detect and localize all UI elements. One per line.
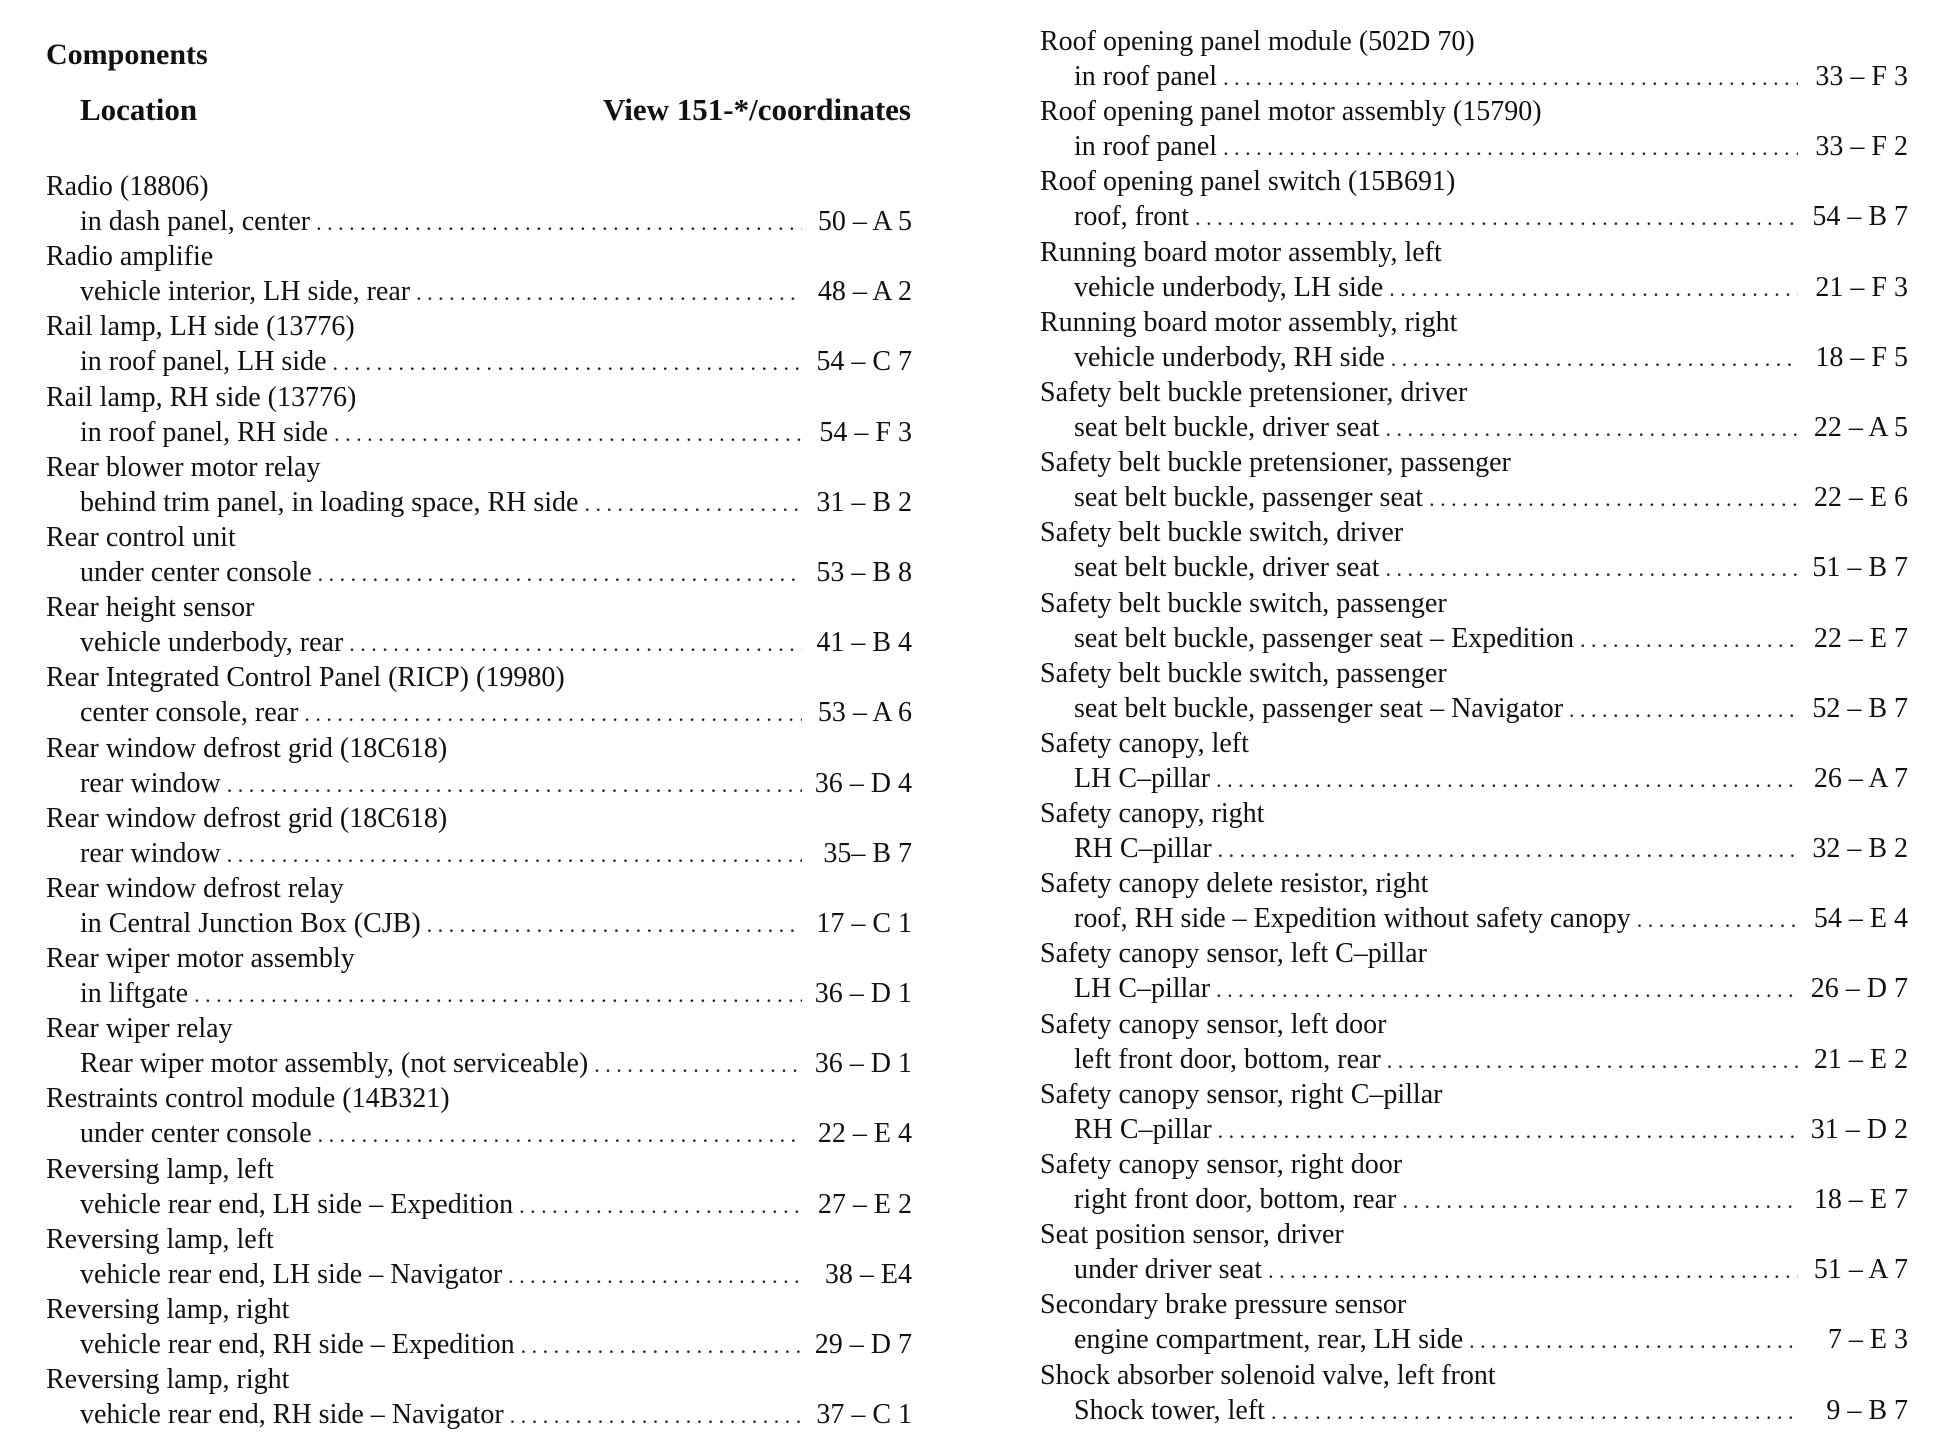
entry-detail-row — [46, 976, 912, 1011]
component-location: RH C–pillar — [1074, 1113, 1212, 1145]
component-location: vehicle underbody, rear — [80, 627, 344, 659]
component-name: Rear window defrost grid (18C618) — [46, 802, 448, 834]
component-location: RH C–pillar — [1074, 833, 1212, 865]
view-coordinate: 53 – A 6 — [817, 697, 912, 729]
view-coordinate: 35– B 7 — [823, 837, 912, 869]
component-location: LH C–pillar — [1074, 762, 1211, 794]
component-name: Rail lamp, RH side (13776) — [46, 381, 357, 413]
entry-detail-row — [1040, 1252, 1908, 1287]
dot-leader — [349, 625, 802, 661]
index-entry — [46, 169, 912, 239]
view-coordinate: 54 – E 4 — [1813, 903, 1908, 935]
view-coordinate: 54 – C 7 — [816, 346, 912, 378]
index-entry — [46, 1362, 912, 1432]
component-name: Rear window defrost grid (18C618) — [46, 732, 448, 764]
component-location: rear window — [80, 837, 221, 869]
entry-detail-row — [46, 415, 912, 450]
component-name: Reversing lamp, right — [46, 1364, 290, 1396]
view-coordinate: 22 – A 5 — [1813, 411, 1908, 443]
component-location: in roof panel — [1074, 131, 1218, 163]
view-coordinate: 32 – B 2 — [1812, 833, 1908, 865]
dot-leader — [316, 204, 802, 240]
component-name: Safety canopy, right — [1040, 798, 1265, 830]
component-location: vehicle rear end, RH side – Navigator — [80, 1399, 504, 1431]
entry-detail-row — [46, 836, 912, 871]
dot-leader — [304, 695, 802, 731]
component-location: left front door, bottom, rear — [1074, 1043, 1381, 1075]
view-coordinate: 36 – D 1 — [814, 978, 912, 1010]
entry-detail-row — [1040, 270, 1908, 305]
component-name: Running board motor assembly, left — [1040, 236, 1442, 268]
component-name: Safety belt buckle pretensioner, passenger — [1040, 447, 1511, 479]
entry-detail-row — [46, 274, 912, 309]
component-name: Reversing lamp, left — [46, 1223, 274, 1255]
component-location: Shock tower, left — [1074, 1394, 1265, 1426]
index-entry — [46, 450, 912, 520]
entry-detail-row — [1040, 1042, 1908, 1077]
right-column — [1040, 24, 1908, 1428]
section-heading: Components — [46, 38, 208, 71]
component-location: right front door, bottom, rear — [1074, 1184, 1397, 1215]
index-entry — [1040, 866, 1908, 936]
dot-leader — [1218, 1112, 1798, 1148]
index-entry — [1040, 1358, 1908, 1428]
entry-detail-row — [46, 625, 912, 660]
index-entry — [1040, 1287, 1908, 1357]
component-name: Running board motor assembly, right — [1040, 306, 1458, 338]
component-location: under center console — [80, 1118, 312, 1150]
view-coordinate: 29 – D 7 — [814, 1329, 912, 1360]
index-entry — [1040, 656, 1908, 726]
index-entry — [1040, 586, 1908, 656]
view-coordinate: 27 – E 2 — [817, 1188, 912, 1220]
component-name: Rear window defrost relay — [46, 872, 344, 904]
view-coordinate: 36 – D 1 — [814, 1048, 912, 1080]
component-name: Safety canopy sensor, right C–pillar — [1040, 1078, 1443, 1110]
dot-leader — [318, 555, 802, 591]
entry-detail-row — [46, 695, 912, 730]
index-entry — [46, 660, 912, 730]
component-name: Radio (18806) — [46, 171, 209, 202]
component-name: Rear wiper relay — [46, 1013, 233, 1045]
component-location: LH C–pillar — [1074, 973, 1211, 1005]
component-name: Shock absorber solenoid valve, left front — [1040, 1359, 1496, 1391]
component-name: Safety belt buckle pretensioner, driver — [1040, 376, 1468, 408]
dot-leader — [1268, 1252, 1798, 1288]
dot-leader — [594, 1046, 802, 1082]
entry-detail-row — [46, 344, 912, 379]
view-coordinate: 41 – B 4 — [816, 627, 912, 659]
index-entry — [46, 380, 912, 450]
view-coordinate: 52 – B 7 — [1812, 692, 1908, 724]
dot-leader — [1429, 480, 1798, 516]
dot-leader — [416, 274, 802, 310]
dot-leader — [1386, 410, 1798, 446]
index-entry — [1040, 94, 1908, 164]
entry-detail-row — [1040, 1182, 1908, 1217]
dot-leader — [333, 344, 803, 380]
component-location: in roof panel, LH side — [80, 346, 327, 378]
entry-detail-row — [46, 906, 912, 941]
component-name: Safety canopy sensor, right door — [1040, 1149, 1403, 1180]
view-coordinate: 22 – E 6 — [1813, 482, 1908, 514]
view-coordinate: 33 – F 2 — [1815, 131, 1908, 163]
index-entry — [1040, 305, 1908, 375]
index-entry — [1040, 164, 1908, 234]
entry-detail-row — [46, 555, 912, 590]
component-name: Safety canopy sensor, left door — [1040, 1008, 1387, 1040]
component-name: Roof opening panel module (502D 70) — [1040, 26, 1475, 57]
dot-leader — [334, 415, 802, 451]
component-location: in roof panel, RH side — [80, 416, 329, 448]
entry-detail-row — [46, 1116, 912, 1151]
dot-leader — [510, 1397, 802, 1433]
view-coordinate: 54 – B 7 — [1812, 201, 1908, 233]
dot-leader — [1387, 1042, 1798, 1078]
component-name: Safety canopy delete resistor, right — [1040, 868, 1429, 900]
index-entry — [1040, 445, 1908, 515]
dot-leader — [1218, 831, 1798, 867]
view-column-header: View 151-*/coordinates — [603, 92, 911, 127]
dot-leader — [1216, 971, 1798, 1007]
component-location: vehicle underbody, RH side — [1074, 341, 1385, 373]
component-location: seat belt buckle, passenger seat – Navigator — [1074, 692, 1564, 724]
component-location: engine compartment, rear, LH side — [1074, 1324, 1464, 1356]
index-entry — [1040, 235, 1908, 305]
entry-detail-row — [1040, 971, 1908, 1006]
dot-leader — [1216, 761, 1798, 797]
index-entry — [46, 1152, 912, 1222]
dot-leader — [227, 836, 802, 872]
index-entry — [46, 590, 912, 660]
component-name: Reversing lamp, left — [46, 1153, 274, 1185]
component-location: seat belt buckle, driver seat — [1074, 552, 1380, 584]
index-entry — [46, 941, 912, 1011]
component-name: Rear wiper motor assembly — [46, 943, 355, 975]
dot-leader — [1569, 691, 1798, 727]
component-location: in Central Junction Box (CJB) — [80, 907, 421, 939]
entry-detail-row — [1040, 199, 1908, 234]
dot-leader — [1389, 270, 1798, 306]
entry-detail-row — [1040, 59, 1908, 94]
index-entry — [1040, 936, 1908, 1006]
component-name: Safety belt buckle switch, driver — [1040, 517, 1404, 549]
component-location: roof, front — [1074, 201, 1190, 233]
component-location: seat belt buckle, passenger seat – Expedition — [1074, 622, 1574, 654]
dot-leader — [1223, 59, 1798, 95]
component-location: rear window — [80, 767, 221, 799]
component-name: Secondary brake pressure sensor — [1040, 1289, 1407, 1321]
view-coordinate: 21 – F 3 — [1815, 271, 1908, 303]
view-coordinate: 50 – A 5 — [817, 206, 912, 237]
dot-leader — [227, 766, 802, 802]
entry-detail-row — [1040, 1393, 1908, 1428]
index-entry — [1040, 1147, 1908, 1217]
dot-leader — [318, 1116, 802, 1152]
entry-detail-row — [46, 766, 912, 801]
view-coordinate: 31 – D 2 — [1810, 1113, 1908, 1145]
component-location: Rear wiper motor assembly, (not serviceable) — [80, 1048, 589, 1080]
index-entry — [46, 1292, 912, 1362]
entry-detail-row — [1040, 761, 1908, 796]
view-coordinate: 36 – D 4 — [814, 767, 912, 799]
entry-detail-row — [1040, 410, 1908, 445]
view-coordinate: 18 – F 5 — [1815, 341, 1908, 373]
view-coordinate: 9 – B 7 — [1826, 1394, 1908, 1426]
component-location: center console, rear — [80, 697, 299, 729]
component-location: in roof panel — [1074, 61, 1218, 92]
entry-detail-row — [1040, 691, 1908, 726]
view-coordinate: 26 – A 7 — [1813, 762, 1908, 794]
index-entry — [1040, 1217, 1908, 1287]
dot-leader — [1469, 1322, 1798, 1358]
entry-detail-row — [46, 1257, 912, 1292]
component-location: vehicle interior, LH side, rear — [80, 276, 411, 308]
component-name: Seat position sensor, driver — [1040, 1219, 1344, 1251]
entry-detail-row — [1040, 129, 1908, 164]
component-name: Safety canopy sensor, left C–pillar — [1040, 938, 1427, 970]
dot-leader — [1386, 550, 1798, 586]
dot-leader — [1195, 199, 1798, 235]
component-name: Rear height sensor — [46, 592, 255, 624]
view-coordinate: 7 – E 3 — [1827, 1324, 1908, 1356]
component-location: in dash panel, center — [80, 206, 311, 237]
index-entry — [46, 239, 912, 309]
component-name: Restraints control module (14B321) — [46, 1083, 450, 1115]
dot-leader — [1402, 1182, 1798, 1218]
index-entry — [1040, 726, 1908, 796]
component-location: vehicle rear end, LH side – Expedition — [80, 1188, 514, 1220]
index-entry — [1040, 1077, 1908, 1147]
component-location: seat belt buckle, driver seat — [1074, 411, 1380, 443]
index-entry — [1040, 24, 1908, 94]
view-coordinate: 17 – C 1 — [816, 907, 912, 939]
component-name: Safety belt buckle switch, passenger — [1040, 657, 1447, 689]
view-coordinate: 31 – B 2 — [816, 486, 912, 518]
index-entry — [1040, 375, 1908, 445]
component-name: Rear control unit — [46, 521, 236, 553]
view-coordinate: 33 – F 3 — [1815, 61, 1908, 92]
entry-detail-row — [1040, 1322, 1908, 1357]
view-coordinate: 38 – E4 — [824, 1258, 912, 1290]
entry-detail-row — [46, 1397, 912, 1432]
index-entry — [46, 801, 912, 871]
entry-detail-row — [1040, 621, 1908, 656]
view-coordinate: 26 – D 7 — [1810, 973, 1908, 1005]
dot-leader — [1580, 621, 1798, 657]
dot-leader — [1637, 901, 1798, 937]
index-entry — [1040, 1007, 1908, 1077]
entry-detail-row — [1040, 831, 1908, 866]
entry-detail-row — [46, 485, 912, 520]
dot-leader — [427, 906, 802, 942]
index-entry — [46, 1222, 912, 1292]
view-coordinate: 51 – A 7 — [1813, 1254, 1908, 1286]
component-name: Roof opening panel switch (15B691) — [1040, 166, 1456, 198]
index-entry — [1040, 796, 1908, 866]
component-location: behind trim panel, in loading space, RH side — [80, 486, 579, 518]
entry-detail-row — [1040, 550, 1908, 585]
component-name: Reversing lamp, right — [46, 1294, 290, 1325]
view-coordinate: 22 – E 4 — [817, 1118, 912, 1150]
component-location: seat belt buckle, passenger seat — [1074, 482, 1424, 514]
index-entry — [46, 1011, 912, 1081]
component-name: Roof opening panel motor assembly (15790) — [1040, 96, 1542, 128]
component-name: Radio amplifie — [46, 241, 214, 273]
view-coordinate: 51 – B 7 — [1812, 552, 1908, 584]
dot-leader — [521, 1327, 802, 1363]
component-location: vehicle underbody, LH side — [1074, 271, 1384, 303]
entry-detail-row — [1040, 1112, 1908, 1147]
view-coordinate: 22 – E 7 — [1813, 622, 1908, 654]
component-name: Safety canopy, left — [1040, 727, 1249, 759]
component-location: under center console — [80, 556, 312, 588]
view-coordinate: 37 – C 1 — [816, 1399, 912, 1431]
entry-detail-row — [1040, 901, 1908, 936]
index-entry — [46, 309, 912, 379]
index-entry — [46, 1081, 912, 1151]
entry-detail-row — [46, 1046, 912, 1081]
dot-leader — [1391, 340, 1798, 376]
view-coordinate: 18 – E 7 — [1813, 1184, 1908, 1215]
component-name: Rear Integrated Control Panel (RICP) (19980) — [46, 662, 565, 694]
component-location: roof, RH side – Expedition without safety canopy — [1074, 903, 1631, 935]
index-entry — [46, 871, 912, 941]
component-location: under driver seat — [1074, 1254, 1263, 1286]
entry-detail-row — [1040, 340, 1908, 375]
view-coordinate: 54 – F 3 — [819, 416, 912, 448]
view-coordinate: 48 – A 2 — [817, 276, 912, 308]
component-name: Rail lamp, LH side (13776) — [46, 311, 355, 343]
left-column — [46, 169, 912, 1432]
entry-detail-row — [1040, 480, 1908, 515]
component-name: Safety belt buckle switch, passenger — [1040, 587, 1447, 619]
entry-detail-row — [46, 1327, 912, 1362]
component-name: Rear blower motor relay — [46, 451, 321, 483]
view-coordinate: 53 – B 8 — [816, 556, 912, 588]
index-entry — [46, 520, 912, 590]
component-location: in liftgate — [80, 978, 189, 1010]
entry-detail-row — [46, 204, 912, 239]
dot-leader — [1271, 1393, 1798, 1429]
dot-leader — [1223, 129, 1798, 165]
location-column-header: Location — [80, 92, 198, 127]
dot-leader — [519, 1187, 802, 1223]
component-location: vehicle rear end, RH side – Expedition — [80, 1329, 515, 1360]
component-location: vehicle rear end, LH side – Navigator — [80, 1258, 503, 1290]
index-entry — [1040, 515, 1908, 585]
dot-leader — [508, 1257, 802, 1293]
view-coordinate: 21 – E 2 — [1813, 1043, 1908, 1075]
index-entry — [46, 731, 912, 801]
dot-leader — [194, 976, 802, 1012]
dot-leader — [584, 485, 802, 521]
entry-detail-row — [46, 1187, 912, 1222]
